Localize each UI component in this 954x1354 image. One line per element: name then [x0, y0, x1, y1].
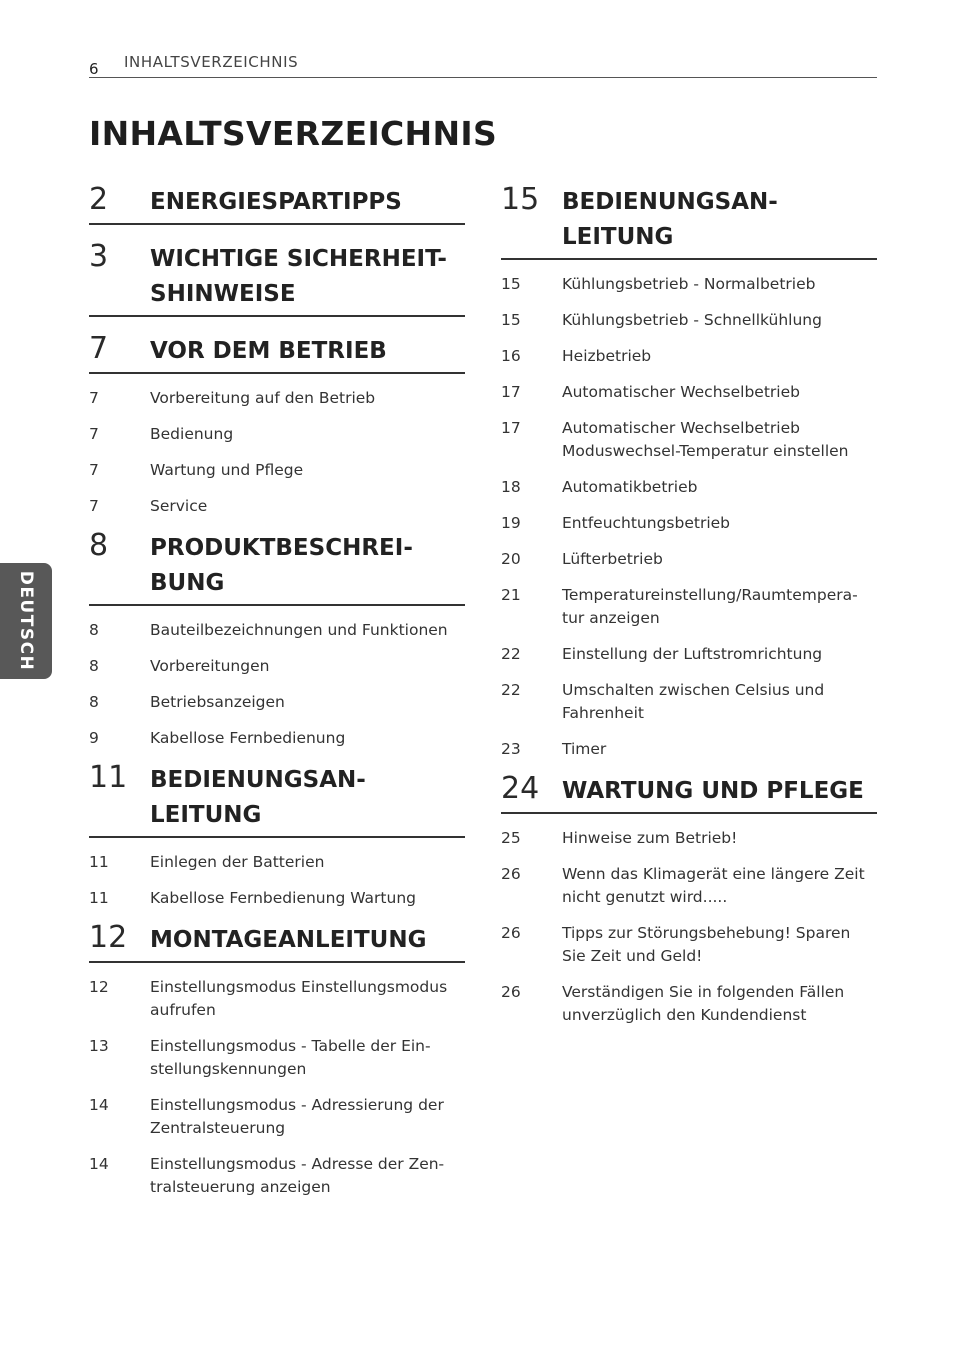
toc-section-heading — [89, 526, 465, 601]
toc-section — [89, 758, 465, 838]
toc-entry-list — [89, 612, 465, 756]
entry-text: Tipps zur Störungsbehebung! Sparen Sie Zeit und Geld! — [562, 924, 851, 965]
toc-section-heading — [501, 180, 877, 255]
entry-text: Einstellungsmodus - Adresse der Zen-tralsteuerung anzeigen — [150, 1155, 445, 1196]
section-title: PRODUKTBESCHREI- BUNG — [150, 535, 413, 596]
toc-entry-list — [501, 266, 877, 767]
toc-section — [89, 329, 465, 374]
toc-section — [501, 180, 877, 260]
entry-text: Kabellose Fernbedienung Wartung — [150, 889, 416, 907]
entry-page-number: 9 — [89, 729, 99, 747]
entry-page-number: 19 — [501, 514, 521, 532]
entry-text: Automatikbetrieb — [562, 478, 698, 496]
toc-section-heading — [89, 180, 465, 220]
entry-text: Verständigen Sie in folgenden Fällen unverzüglich den Kundendienst — [562, 983, 845, 1024]
entry-page-number: 8 — [89, 693, 99, 711]
toc-entry — [89, 416, 465, 452]
toc-entry — [89, 720, 465, 756]
entry-page-number: 22 — [501, 681, 521, 699]
entry-text: Kühlungsbetrieb - Normalbetrieb — [562, 275, 816, 293]
entry-page-number: 18 — [501, 478, 521, 496]
toc-section — [501, 769, 877, 814]
entry-page-number: 20 — [501, 550, 521, 568]
entry-page-number: 15 — [501, 275, 521, 293]
toc-entry — [501, 636, 877, 672]
entry-page-number: 7 — [89, 425, 99, 443]
toc-entry-list — [89, 380, 465, 524]
toc-entry — [89, 380, 465, 416]
section-page-number: 12 — [89, 920, 128, 955]
toc-entry — [501, 915, 877, 974]
toc-section-heading — [501, 769, 877, 809]
toc-section-heading — [89, 237, 465, 312]
section-title: MONTAGEANLEITUNG — [150, 927, 427, 953]
section-page-number: 3 — [89, 239, 109, 274]
entry-page-number: 26 — [501, 924, 521, 942]
entry-page-number: 11 — [89, 889, 109, 907]
toc-entry — [501, 731, 877, 767]
entry-page-number: 21 — [501, 586, 521, 604]
entry-page-number: 22 — [501, 645, 521, 663]
entry-page-number: 17 — [501, 383, 521, 401]
toc-section — [89, 918, 465, 963]
toc-entry — [89, 488, 465, 524]
entry-page-number: 14 — [89, 1155, 109, 1173]
toc-section — [89, 180, 465, 225]
entry-page-number: 25 — [501, 829, 521, 847]
entry-text: Einstellungsmodus - Adressierung der Zentralsteuerung — [150, 1096, 444, 1137]
section-title: ENERGIESPARTIPPS — [150, 189, 402, 215]
entry-page-number: 11 — [89, 853, 109, 871]
entry-page-number: 12 — [89, 978, 109, 996]
toc-entry — [501, 374, 877, 410]
section-title: VOR DEM BETRIEB — [150, 338, 387, 364]
entry-text: Einstellungsmodus Einstellungsmodus aufrufen — [150, 978, 448, 1019]
toc-entry — [501, 541, 877, 577]
entry-page-number: 7 — [89, 461, 99, 479]
entry-page-number: 8 — [89, 621, 99, 639]
toc-entry — [501, 820, 877, 856]
entry-text: Einlegen der Batterien — [150, 853, 325, 871]
entry-page-number: 7 — [89, 389, 99, 407]
toc-entry — [501, 577, 877, 636]
entry-text: Kabellose Fernbedienung — [150, 729, 346, 747]
entry-text: Vorbereitung auf den Betrieb — [150, 389, 376, 407]
toc-entry — [89, 880, 465, 916]
language-tab — [0, 563, 52, 679]
toc-entry — [89, 648, 465, 684]
toc-entry-list — [89, 844, 465, 916]
section-title: WARTUNG UND PFLEGE — [562, 778, 864, 804]
entry-text: Bauteilbezeichnungen und Funktionen — [150, 621, 448, 639]
toc-entry — [89, 844, 465, 880]
entry-text: Einstellungsmodus - Tabelle der Ein-stellungskennungen — [150, 1037, 431, 1078]
language-tab-label: DEUTSCH — [16, 570, 36, 672]
toc-left-column — [89, 180, 465, 1205]
entry-page-number: 16 — [501, 347, 521, 365]
entry-text: Entfeuchtungsbetrieb — [562, 514, 731, 532]
toc-entry — [89, 612, 465, 648]
toc-entry-list — [89, 969, 465, 1205]
page-title: INHALTSVERZEICHNIS — [89, 114, 498, 153]
entry-text: Einstellung der Luftstromrichtung — [562, 645, 823, 663]
entry-page-number: 26 — [501, 865, 521, 883]
toc-entry — [89, 1028, 465, 1087]
toc-section — [89, 237, 465, 317]
entry-text: Automatischer Wechselbetrieb — [562, 383, 800, 401]
entry-page-number: 17 — [501, 419, 521, 437]
entry-page-number: 7 — [89, 497, 99, 515]
toc-entry — [501, 856, 877, 915]
toc-entry — [89, 1146, 465, 1205]
entry-page-number: 14 — [89, 1096, 109, 1114]
entry-text: Bedienung — [150, 425, 234, 443]
entry-page-number: 13 — [89, 1037, 109, 1055]
entry-page-number: 23 — [501, 740, 521, 758]
section-title: BEDIENUNGSAN- LEITUNG — [562, 189, 778, 250]
toc-entry — [501, 974, 877, 1033]
entry-page-number: 15 — [501, 311, 521, 329]
entry-text: Heizbetrieb — [562, 347, 652, 365]
section-page-number: 15 — [501, 182, 540, 217]
entry-text: Betriebsanzeigen — [150, 693, 285, 711]
entry-page-number: 26 — [501, 983, 521, 1001]
toc-entry — [501, 505, 877, 541]
entry-text: Wenn das Klimagerät eine längere Zeit nicht genutzt wird..... — [562, 865, 865, 906]
toc-section — [89, 526, 465, 606]
entry-text: Hinweise zum Betrieb! — [562, 829, 738, 847]
toc-entry — [501, 410, 877, 469]
entry-text: Vorbereitungen — [150, 657, 270, 675]
entry-text: Service — [150, 497, 208, 515]
entry-text: Wartung und Pflege — [150, 461, 304, 479]
entry-text: Temperatureinstellung/Raumtempera-tur anzeigen — [562, 586, 858, 627]
entry-text: Kühlungsbetrieb - Schnellkühlung — [562, 311, 822, 329]
page-number: 6 — [89, 60, 99, 78]
running-header — [89, 52, 877, 78]
toc-entry — [89, 1087, 465, 1146]
toc-entry — [89, 969, 465, 1028]
entry-page-number: 8 — [89, 657, 99, 675]
entry-text: Timer — [562, 740, 607, 758]
toc-section-heading — [89, 329, 465, 369]
entry-text: Automatischer Wechselbetrieb Moduswechsel-Temperatur einstellen — [562, 419, 849, 460]
toc-entry — [501, 672, 877, 731]
section-page-number: 7 — [89, 331, 109, 366]
toc-entry-list — [501, 820, 877, 1033]
toc-entry — [89, 452, 465, 488]
toc-section-heading — [89, 918, 465, 958]
section-page-number: 11 — [89, 760, 128, 795]
toc-entry — [89, 684, 465, 720]
toc-entry — [501, 469, 877, 505]
section-page-number: 8 — [89, 528, 109, 563]
entry-text: Lüfterbetrieb — [562, 550, 663, 568]
section-title: BEDIENUNGSAN- LEITUNG — [150, 767, 366, 828]
toc-right-column — [501, 180, 877, 1033]
toc-entry — [501, 338, 877, 374]
toc-entry — [501, 302, 877, 338]
running-title: INHALTSVERZEICHNIS — [124, 53, 299, 71]
toc-section-heading — [89, 758, 465, 833]
entry-text: Umschalten zwischen Celsius und Fahrenheit — [562, 681, 825, 722]
section-page-number: 24 — [501, 771, 540, 806]
section-page-number: 2 — [89, 182, 109, 217]
section-title: WICHTIGE SICHERHEIT- SHINWEISE — [150, 246, 447, 307]
toc-entry — [501, 266, 877, 302]
